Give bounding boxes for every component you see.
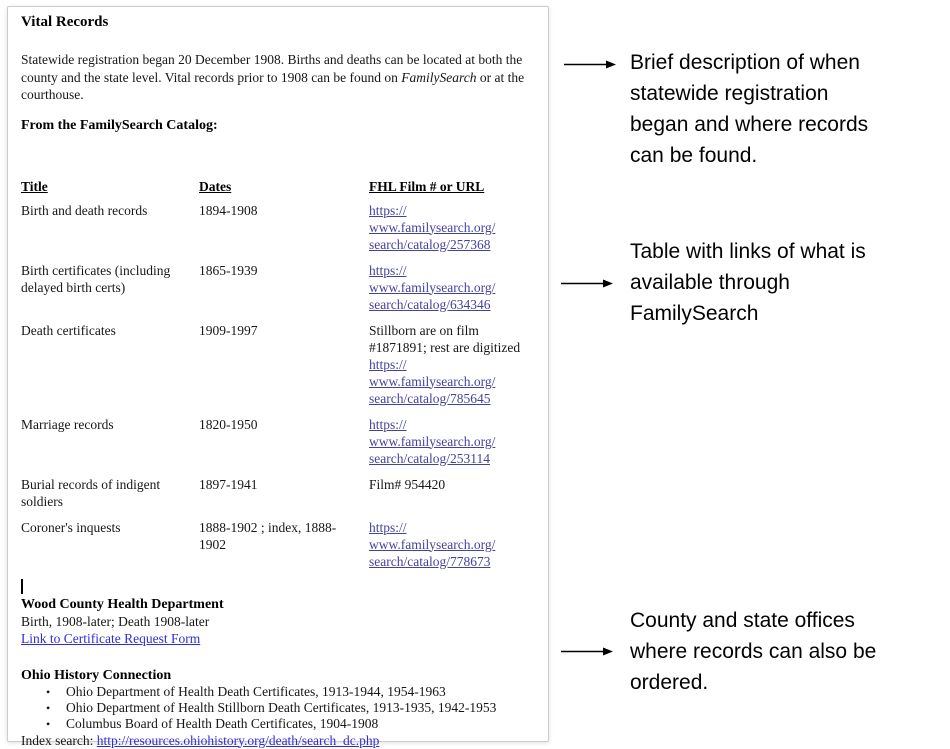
catalog-heading: From the FamilySearch Catalog: <box>21 117 218 133</box>
table-row <box>21 262 539 313</box>
annotation-familysearch-table <box>630 236 866 329</box>
annotation-line: Table with links of what is <box>630 240 866 263</box>
ohio-history-heading: Ohio History Connection <box>21 667 172 683</box>
annotation-line: where records can also be <box>630 640 877 663</box>
column-header-title: Title <box>21 178 48 194</box>
familysearch-table <box>21 178 539 570</box>
annotation-line: County and state offices <box>630 609 855 632</box>
film-number: Film# 954420 <box>369 476 446 492</box>
familysearch-catalog-link[interactable]: https:// www.familysearch.org/ search/catalog/785645 <box>369 356 496 406</box>
record-film-or-url <box>369 202 539 253</box>
text-cursor <box>21 579 23 594</box>
record-film-or-url <box>369 416 539 467</box>
annotation-line: began and where records <box>630 113 869 136</box>
index-search-link[interactable]: http://resources.ohiohistory.org/death/search_dc.php <box>96 732 380 748</box>
arrow-right-icon <box>563 58 617 71</box>
table-row <box>21 476 539 510</box>
ohio-history-list <box>21 684 539 732</box>
intro-text-after: or at the courthouse. <box>21 69 525 102</box>
document-title: Vital Records <box>21 14 109 30</box>
ohio-history-bullet: • Ohio Department of Health Death Certificates, 1913-1944, 1954-1963 <box>21 684 539 700</box>
annotation-line: Brief description of when <box>630 51 860 74</box>
annotation-line: statewide registration <box>630 82 829 105</box>
film-note: Stillborn are on film <box>369 322 479 338</box>
familysearch-catalog-link[interactable]: https:// www.familysearch.org/ search/catalog/253114 <box>369 416 496 466</box>
record-film-or-url <box>369 262 539 313</box>
wood-county-heading: Wood County Health Department <box>21 596 224 612</box>
record-title: Burial records of indigent soldiers <box>21 476 161 509</box>
record-dates: 1897-1941 <box>199 476 258 492</box>
record-dates: 1894-1908 <box>199 202 258 218</box>
index-search-line <box>21 732 539 749</box>
intro-italic-familysearch: FamilySearch <box>401 69 477 85</box>
record-dates: 1865-1939 <box>199 262 258 278</box>
column-header-dates: Dates <box>199 178 232 194</box>
ohio-history-bullet: • Columbus Board of Health Death Certificates, 1904-1908 <box>21 716 539 732</box>
intro-text-before: Statewide registration began 20 December 1908. Births and deaths can be located at both the county and the state level. Vital records prior to 1908 can be found on <box>21 52 523 85</box>
record-film-or-url <box>369 519 539 570</box>
record-title: Birth and death records <box>21 202 148 218</box>
familysearch-catalog-link[interactable]: https:// www.familysearch.org/ search/catalog/778673 <box>369 519 496 569</box>
film-note: #1871891; rest are digitized <box>369 339 521 355</box>
familysearch-catalog-link[interactable]: https:// www.familysearch.org/ search/catalog/634346 <box>369 262 496 312</box>
certificate-request-link[interactable]: Link to Certificate Request Form <box>21 630 201 646</box>
record-title: Death certificates <box>21 322 116 338</box>
ohio-history-bullet: • Ohio Department of Health Stillborn Death Certificates, 1913-1935, 1942-1953 <box>21 700 539 716</box>
record-dates: 1909-1997 <box>199 322 258 338</box>
table-row <box>21 202 539 253</box>
annotation-line: FamilySearch <box>630 302 759 325</box>
record-title: Marriage records <box>21 416 114 432</box>
table-row <box>21 416 539 467</box>
document-page <box>7 6 549 748</box>
record-title: Birth certificates (including delayed birth certs) <box>21 262 171 295</box>
annotation-line: ordered. <box>630 671 709 694</box>
table-header-row <box>21 178 539 195</box>
familysearch-catalog-link[interactable]: https:// www.familysearch.org/ search/catalog/257368 <box>369 202 496 252</box>
index-search-label: Index search: <box>21 732 97 748</box>
table-body <box>21 202 539 570</box>
table-row <box>21 322 539 407</box>
wood-county-dates: Birth, 1908-later; Death 1908-later <box>21 613 210 629</box>
record-title: Coroner's inquests <box>21 519 121 535</box>
arrow-right-icon <box>560 645 614 658</box>
annotation-line: available through <box>630 271 790 294</box>
record-dates: 1888-1902 ; index, 1888-1902 <box>199 519 337 552</box>
arrow-right-icon <box>560 277 614 290</box>
record-dates: 1820-1950 <box>199 416 258 432</box>
column-header-film: FHL Film # or URL <box>369 178 485 194</box>
annotation-registration-description <box>630 47 868 171</box>
annotation-line: can be found. <box>630 144 758 167</box>
table-row <box>21 519 539 570</box>
record-film-or-url <box>369 322 539 407</box>
annotation-county-state-offices <box>630 605 876 698</box>
record-film-or-url <box>369 476 539 510</box>
intro-paragraph <box>21 51 542 104</box>
